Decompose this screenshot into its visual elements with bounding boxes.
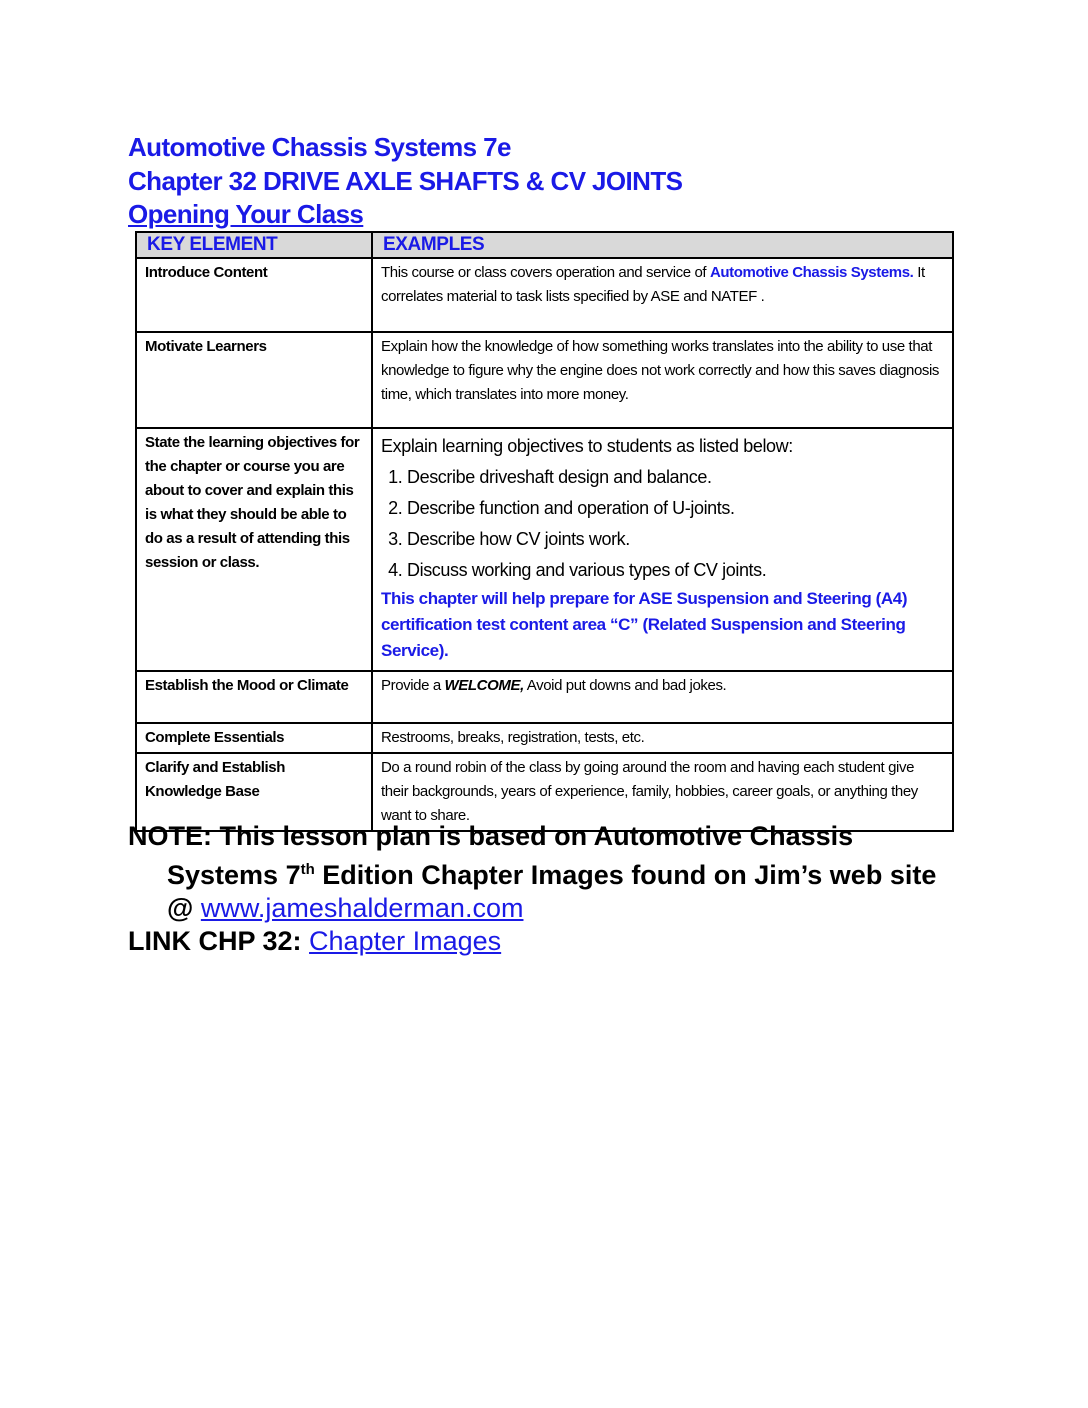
- text: This course or class covers operation and service of: [381, 264, 710, 281]
- key-cell: Motivate Learners: [136, 332, 372, 428]
- table-row: [136, 671, 953, 723]
- chapter-title: Chapter 32 DRIVE AXLE SHAFTS & CV JOINTS: [128, 166, 683, 196]
- text: It correlates material to task lists specified by ASE and NATEF .: [381, 264, 925, 305]
- table-row: [136, 258, 953, 332]
- table-row: [136, 332, 953, 428]
- chapter-images-link[interactable]: Chapter Images: [309, 926, 502, 956]
- text: Edition Chapter Images found on Jim’s web site @: [167, 860, 937, 923]
- document-title: Automotive Chassis Systems 7e: [128, 132, 511, 162]
- superscript: th: [300, 861, 315, 878]
- objectives-intro: Explain learning objectives to students as listed below:: [381, 436, 793, 456]
- highlight-text: Automotive Chassis Systems.: [709, 264, 914, 281]
- objective-item: 3. Describe how CV joints work.: [407, 524, 944, 555]
- section-title: Opening Your Class: [128, 199, 364, 229]
- chapter-link-line: [128, 925, 968, 958]
- example-cell: [372, 428, 953, 671]
- key-cell: Introduce Content: [136, 258, 372, 332]
- objectives-list: [381, 462, 944, 586]
- example-cell: Explain how the knowledge of how something works translates into the ability to use that knowledge to figure why the engine does not work correctly and how this saves diagnosis time, which translates into more money.: [372, 332, 953, 428]
- text: NOTE: This lesson plan is based on Automotive Chassis Systems 7: [128, 821, 854, 890]
- key-cell: Clarify and Establish Knowledge Base: [136, 753, 372, 831]
- emphasis-text: WELCOME,: [444, 677, 524, 694]
- note-section: [128, 820, 968, 958]
- objective-item: 1. Describe driveshaft design and balance.: [407, 462, 944, 493]
- header-examples: EXAMPLES: [372, 232, 953, 258]
- key-cell: State the learning objectives for the chapter or course you are about to cover and explain this is what they should be able to do as a result of attending this session or class.: [136, 428, 372, 671]
- text: LINK CHP 32:: [128, 926, 310, 956]
- table-row: [136, 723, 953, 753]
- note-text: [128, 820, 968, 925]
- website-link[interactable]: www.jameshalderman.com: [200, 893, 524, 923]
- table-row: [136, 428, 953, 671]
- example-cell: Restrooms, breaks, registration, tests, etc.: [372, 723, 953, 753]
- header-key-element: KEY ELEMENT: [136, 232, 372, 258]
- example-cell: [372, 671, 953, 723]
- example-cell: [372, 258, 953, 332]
- key-cell: Establish the Mood or Climate: [136, 671, 372, 723]
- objective-item: 4. Discuss working and various types of CV joints.: [407, 555, 944, 586]
- lesson-table: [135, 231, 954, 832]
- ase-note: This chapter will help prepare for ASE Suspension and Steering (A4) certification test content area “C” (Related Suspension and Steering Service).: [381, 589, 908, 660]
- objective-item: 2. Describe function and operation of U-joints.: [407, 493, 944, 524]
- text: Avoid put downs and bad jokes.: [523, 677, 727, 694]
- table-header-row: [136, 232, 953, 258]
- example-cell: Do a round robin of the class by going around the room and having each student give their backgrounds, years of experience, family, hobbies, career goals, or anything they want to share.: [372, 753, 953, 831]
- text: Provide a: [381, 677, 445, 694]
- key-cell: Complete Essentials: [136, 723, 372, 753]
